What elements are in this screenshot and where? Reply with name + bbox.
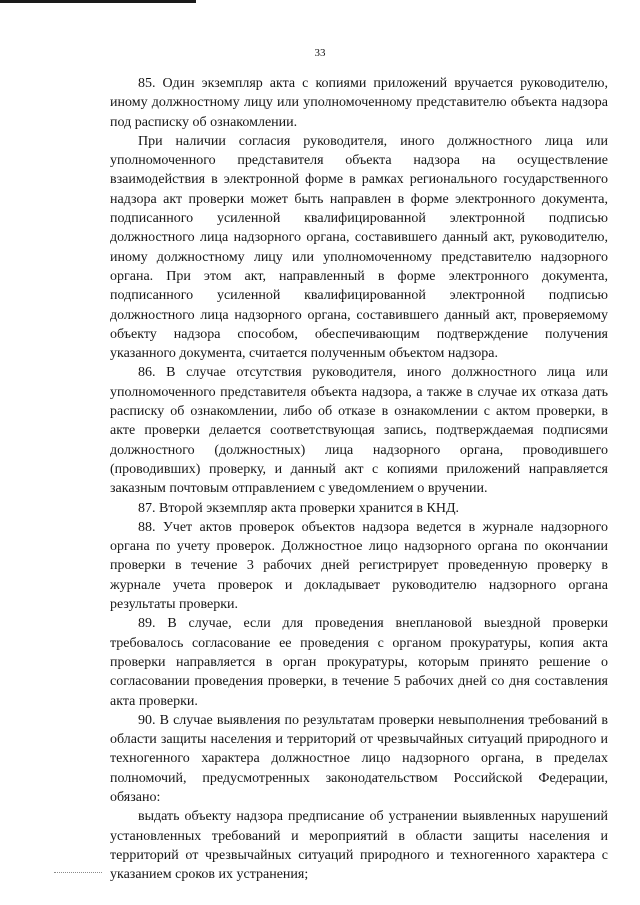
paragraph-85: 85. Один экземпляр акта с копиями приложений вручается руководителю, иному должностному лицу или уполномоченному представителю объекта надзора под расписку об ознакомлении. (110, 76, 608, 130)
paragraph-89: 89. В случае, если для проведения внеплановой выездной проверки требовалось согласование ее проведения с органом прокуратуры, копия акта проверки направляется в орган прокуратуры, которым принято решение о согласовании проведения проверки, в течение 5 рабочих дней со дня составления акта проверки. (110, 616, 608, 709)
paragraph-90: 90. В случае выявления по результатам проверки невыполнения требований в области защиты населения и территорий от чрезвычайных ситуаций природного и техногенного характера должностное лицо надзорного органа, в пределах полномочий, предусмотренных законодательством Российской Федерации, обязано: (110, 712, 608, 805)
paragraph-issue-order: выдать объекту надзора предписание об устранении выявленных нарушений установленных требований и мероприятий в области защиты населения и территорий от чрезвычайных ситуаций природного и техногенного характера с указанием сроков их устранения; (110, 809, 608, 883)
page-number: 33 (314, 47, 326, 59)
document-body (110, 74, 608, 884)
paragraph-electronic-form: При наличии согласия руководителя, иного должностного лица или уполномоченного представителя объекта надзора на осуществление взаимодействия в электронной форме в рамках регионального государственного надзора акт проверки может быть направлен в форме электронного документа, подписанного усиленной квалифицированной электронной подписью должностного лица надзорного органа, составившего данный акт, руководителю, иному должностному лицу или уполномоченному представителю надзорного органа. При этом акт, направленный в форме электронного документа, подписанного усиленной квалифицированной электронной подписью должностного лица надзорного органа, составившего данный акт, проверяемому объекту надзора способом, обеспечивающим подтверждение получения указанного документа, считается полученным объектом надзора. (110, 133, 608, 362)
paragraph-87: 87. Второй экземпляр акта проверки хранится в КНД. (138, 500, 460, 516)
paragraph-88: 88. Учет актов проверок объектов надзора ведется в журнале надзорного органа по учету проверок. Должностное лицо надзорного органа по окончании проверки в течение 3 рабочих дней регистрирует проведенную проверку в журнале учета проверок и докладывает руководителю надзорного органа результаты проверки. (110, 519, 608, 613)
paragraph-86: 86. В случае отсутствия руководителя, иного должностного лица или уполномоченного представителя объекта надзора, а также в случае их отказа дать расписку об ознакомлении, либо об отказе в ознакомлении с актом проверки, в акте проверки делается соответствующая запись, подтверждаемая подписями должностного (должностных) лица надзорного органа, проводившего (проводивших) проверку, и данный акт с копиями приложений направляется заказным почтовым отправлением с уведомлением о вручении. (110, 365, 608, 497)
footer-mark (54, 872, 102, 873)
top-edge-rule (0, 0, 196, 3)
